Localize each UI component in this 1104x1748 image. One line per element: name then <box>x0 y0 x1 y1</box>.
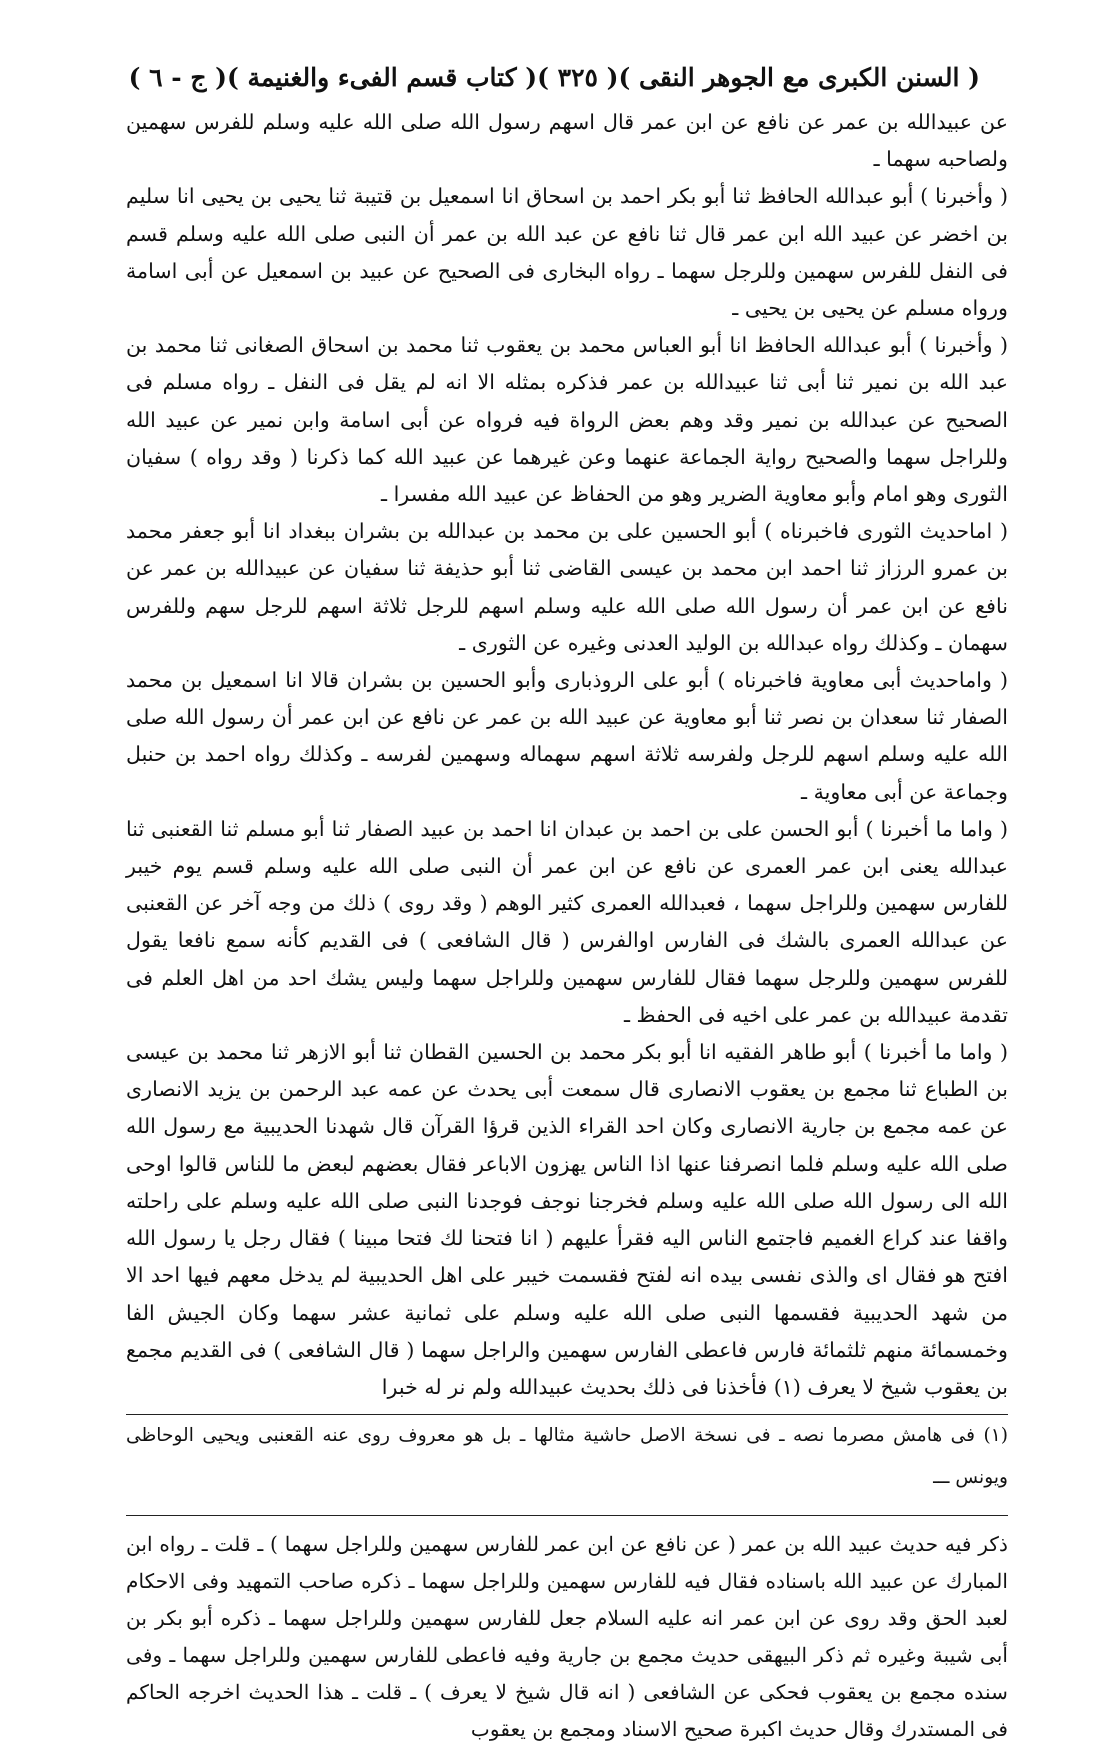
book-title: ( السنن الكبرى مع الجوهر النقى ) <box>618 63 980 92</box>
volume-number: ( ج - ٦ ) <box>128 63 228 92</box>
commentary-paragraph: ذكر فيه حديث عبيد الله بن عمر ( عن نافع عن ابن عمر للفارس سهمين وللراجل سهما ) ـ قلت ـ رواه ابن المبارك عن عبيد الله باسناده فقال فيه للفارس سهمين وللراجل سهما ـ ذكره صاحب التمهيد وفى الاحكام لعبد الحق وقد روى عن ابن عمر انه عليه السلام جعل للفارس سهمين وللراجل سهما ـ ذكره أبو بكر بن أبى شيبة وغيره ثم ذكر البيهقى حديث مجمع بن جارية وفيه فاعطى للفارس سهمين وللراجل سهما ـ وفى سنده مجمع بن يعقوب فحكى عن الشافعى ( انه قال شيخ لا يعرف ) ـ قلت ـ هذا الحديث اخرجه الحاكم فى المستدرك وقال حديث اكبرة صحيح الاسناد ومجمع بن يعقوب <box>126 1532 1008 1742</box>
main-paragraph: ( اماحديث الثورى فاخبرناه ) أبو الحسين على بن محمد بن عبدالله بن بشران ببغداد انا أبو جعفر محمد بن عمرو الرزاز ثنا احمد ابن محمد بن عيسى القاضى ثنا أبو حذيفة ثنا سفيان عن عبيدالله بن عمر عن نافع عن ابن عمر أن رسول الله صلى الله عليه وسلم اسهم للرجل ثلاثة اسهم للرجل سهم وللفرس سهمان ـ وكذلك رواه عبدالله بن الوليد العدنى وغيره عن الثورى ـ <box>126 519 1008 655</box>
main-paragraph: ( واما ما أخبرنا ) أبو الحسن على بن احمد بن عبدان انا احمد بن عبيد الصفار ثنا أبو مسلم ثنا القعنبى ثنا عبدالله يعنى ابن عمر العمرى عن نافع عن ابن عمر أن النبى صلى الله عليه وسلم قسم يوم خيبر للفارس سهمين وللراجل سهما ، فعبدالله العمرى كثير الوهم ( وقد روى ) ذلك من وجه آخر عن القعنبى عن عبدالله العمرى بالشك فى الفارس اوالفرس ( قال الشافعى ) فى القديم كأنه سمع نافعا يقول للفرس سهمين وللرجل سهما فقال للفارس سهمين وللراجل سهما وليس يشك احد من اهل العلم فى تقدمة عبيدالله بن عمر على اخيه فى الحفظ ـ <box>126 816 1008 1027</box>
chapter-title: ( كتاب قسم الفىء والغنيمة ) <box>227 63 538 92</box>
commentary-divider <box>126 1515 1008 1516</box>
footnote: (١) فى هامش مصرما نصه ـ فى نسخة الاصل حاشية مثالها ـ بل هو معروف روى عنه القعنبى ويحيى الوحاظى ويونس ـــ <box>126 1425 1008 1489</box>
page-number: ( ٣٢٥ ) <box>537 63 619 92</box>
main-paragraph: ( واماحديث أبى معاوية فاخبرناه ) أبو على الروذبارى وأبو الحسين بن بشران قالا انا اسمعيل بن محمد الصفار ثنا سعدان بن نصر ثنا أبو معاوية عن عبيد الله بن عمر عن نافع عن ابن عمر أن رسول الله صلى الله عليه وسلم اسهم للرجل ولفرسه ثلاثة اسهم سهماله وسهمين لفرسه ـ وكذلك رواه احمد بن حنبل وجماعة عن أبى معاوية ـ <box>126 668 1008 804</box>
running-header <box>126 58 1008 98</box>
main-paragraph: ( وأخبرنا ) أبو عبدالله الحافظ انا أبو العباس محمد بن يعقوب ثنا محمد بن اسحاق الصغانى ثنا محمد بن عبد الله بن نمير ثنا أبى ثنا عبيدالله بن عمر فذكره بمثله الا انه لم يقل فى النفل ـ رواه مسلم فى الصحيح عن عبدالله بن نمير وقد وهم بعض الرواة فيه فرواه عن أبى اسامة وابن نمير عن عبيد الله وللراجل سهما والصحيح رواية الجماعة عنهما وعن غيرهما عن عبيد الله كما ذكرنا ( وقد رواه ) سفيان الثورى وهو امام وأبو معاوية الضرير وهو من الحفاظ عن عبيد الله مفسرا ـ <box>126 333 1008 507</box>
main-paragraph: عن عبيدالله بن عمر عن نافع عن ابن عمر قال اسهم رسول الله صلى الله عليه وسلم للفرس سهمين ولصاحبه سهما ـ <box>126 110 1008 172</box>
main-paragraph: ( واما ما أخبرنا ) أبو طاهر الفقيه انا أبو بكر محمد بن الحسين القطان ثنا أبو الازهر ثنا محمد بن عيسى بن الطباع ثنا مجمع بن يعقوب الانصارى قال سمعت أبى يحدث عن عمه عبد الرحمن بن يزيد الانصارى عن عمه مجمع بن جارية الانصارى وكان احد القراء الذين قرؤا القرآن قال شهدنا الحديبية مع رسول الله صلى الله عليه وسلم فلما انصرفنا عنها اذا الناس يهزون الاباعر فقال بعضهم لبعض ما للناس قالوا اوحى الله الى رسول الله صلى الله عليه وسلم فخرجنا نوجف فوجدنا النبى صلى الله عليه وسلم على راحلته واقفا عند كراع الغميم فاجتمع الناس اليه فقرأ عليهم ( انا فتحنا لك فتحا مبينا ) فقال رجل يا رسول الله افتح هو فقال اى والذى نفسى بيده انه لفتح فقسمت خيبر على اهل الحديبية لم يدخل معهم فيها احد الا من شهد الحديبية فقسمها النبى صلى الله عليه وسلم على ثمانية عشر سهما وكان الجيش الفا وخمسمائة منهم ثلثمائة فارس فاعطى الفارس سهمين والراجل سهما ( قال الشافعى ) فى القديم مجمع بن يعقوب شيخ لا يعرف (١) فأخذنا فى ذلك بحديث عبيدالله ولم نر له خبرا <box>126 1040 1008 1399</box>
main-paragraph: ( وأخبرنا ) أبو عبدالله الحافظ ثنا أبو بكر احمد بن اسحاق انا اسمعيل بن قتيبة ثنا يحيى بن يحيى انا سليم بن اخضر عن عبيد الله ابن عمر قال ثنا نافع عن عبد الله بن عمر أن النبى صلى الله عليه وسلم قسم فى النفل للفرس سهمين وللرجل سهما ـ رواه البخارى فى الصحيح عن عبيد بن اسمعيل عن أبى اسامة ورواه مسلم عن يحيى بن يحيى ـ <box>126 184 1008 321</box>
main-text <box>126 104 1008 1406</box>
commentary <box>126 1526 1008 1748</box>
